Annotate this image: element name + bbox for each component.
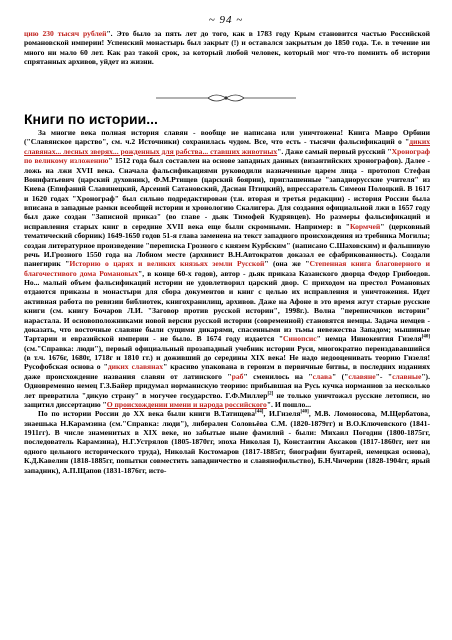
footnote-ref: [2]: [267, 390, 274, 396]
text-run: " сменилось на ": [243, 371, 313, 381]
highlight-text: Хронограф по великому изложению: [24, 146, 430, 166]
highlight-text: раб: [231, 371, 244, 381]
text-run: " красиво упакована в героизм в первичные битвы, в последних изданиях даже происхождение названия славян от латинского ": [24, 362, 431, 381]
text-run: " (": [331, 371, 349, 381]
highlight-text: славные: [392, 371, 422, 381]
text-run: " немца Иннокентия Гизеля: [316, 334, 422, 344]
text-run: За многие века полная история славян - вообще не написана или уничтожена! Книга Мавро Орбини ("Славянское царство", см. ч.2 Источники) сохранилась чудом. Все, что есть - тысячи фальсификаций о ": [24, 128, 430, 147]
highlight-text: слава: [312, 371, 332, 381]
section-heading: Книги по истории...: [24, 111, 158, 127]
highlight-text: славяне: [348, 371, 376, 381]
highlight-text: Степенная книга благоверного и благочестивого дома Романовых: [24, 259, 430, 278]
text-run: "). Одновременно немец Г.З.Байер придумал норманнскую теорию: прибывшая на Русь кучка норманнов за несколько лет превратила "дикую страну" в могучее государство. Г.Ф.Миллер: [24, 371, 430, 400]
main-paragraph: [24, 128, 430, 475]
intro-paragraph: [24, 29, 430, 67]
text-run: По по истории России до XX века были книги В.Татищева: [38, 409, 256, 419]
text-run: ". И пошло...: [266, 399, 311, 409]
text-run: "- ": [375, 371, 393, 381]
text-run: " (она же ": [264, 259, 310, 269]
text-run: (см."Справка: люди"), первый официальный прозападный учебник истории Руси, многократно переиздававшийся (в т.ч. 1676г, 1680г, 1718г и 1810 гг.) и доживший до середины XIX века! Не надо недооценивать теорию Гизеля! Русофобская основа о ": [24, 343, 430, 372]
decorative-divider-icon: [156, 91, 296, 105]
text-run: ". Даже самый первый русский ": [277, 146, 392, 156]
text-run: не только уничтожал русские летописи, но защитил диссертацию ": [24, 390, 431, 409]
footnote-ref: [40]: [421, 334, 431, 340]
text-run: " (церковный тематический сборник) 1649-1650 годов 51-я глава заменена на текст западного происхождения из требника Могилы; создан литературное произведение "переписка Грозного с князем Курбским" (написано С.Шаховским) и фальшивую речь И.Грозного 1550 года на Лобном месте (архивист В.Н.Автократов доказал ее сфабрикованность). Создали панегирик ": [24, 221, 430, 269]
footnote-ref: [44]: [255, 409, 264, 415]
highlight-text: Кормчей: [349, 221, 381, 231]
text-run: , И.Гизеля: [263, 409, 301, 419]
footnote-ref: [40]: [300, 409, 309, 415]
intro-red-text: цию 230 тысяч рублей: [24, 29, 107, 38]
highlight-text: диких славянах... лесных зверях... рожденных для рабства... ставших животных: [24, 137, 430, 156]
page-number: ~ 94 ~: [208, 14, 244, 26]
text-run: " 1512 года был составлен на основе западных данных (византийских хронографов). Далее - ложь на лжи XVII века. Сначала фальсификациями руководили назначенные царем лица - протопоп Стефан Вонифатьевич (царский духовник), Ф.М.Ртищев (царский боярин), приглашенные "западнорусские учителя" из Киева (Епифаний Славинецкий, Арсений Сатановский, Дасиан Птицкий), впрессаратель Симеон Полоцкий. В 1617 и 1620 годах "Хронограф" был сильно подредактирован (т.н. вторая и третья редакции) - история России была вписана в западные рамки всеобщей истории и хронологию Скалигера. Для создания официальной лжи в 1657 году был даже создан "Записной приказ" (во главе - дьяк Тимофей Кудрявцев). Но размеры фальсификаций и исправления старых книг в середине XVII века еще были скромными. Например: в ": [24, 156, 430, 231]
highlight-text: диких славянах: [107, 362, 164, 372]
intro-text: ". Это было за пять лет до того, как в 1783 году Крым становится частью Российской романовской империи! Успенский монастырь был закрыт (!) и оставался закрытым до 1850 года. Т.е. в течение ни много ни мало 60 лет. Как раз такой срок, за который любой человек, который мог что-то помнить об истории спрятанных архивов, уйдет из жизни.: [24, 29, 430, 67]
highlight-text: Синопсис: [283, 334, 317, 344]
text-run: , М.В. Ломоносова, М.Щербатова, знаешька Н.Карамзина (см."Справка: люди"), либерален Соловьёва С.М. (1820-1879гг) и В.О.Ключевского (1841-1911гг). В числе знаменитых в XIX веке, но забытые ныне фамилий - были: Михаил Погодин (1800-1875гг, последователь Карамзина), Н.Г.Устрялов (1805-1870гг, эпоха Николая I), Константин Аксаков (1817-1860гг, нет ни одного цельного исторического труда), Николай Костомаров (1817-1885гг, биографии бунтарей, немецкая основа), К.Д.Кавелин (1818-1885гг, попытки совместить западничество и славянофильство), Б.Н.Чичерин (1828-1904гг, ярый западник), А.П.Щапов (1831-1876гг, исто-: [24, 409, 431, 475]
highlight-text: О происхождении имени и народа российского: [106, 399, 267, 409]
text-run: ", в конце 60-х годов), автор - дьяк приказа Казанского дворца Федор Грибоедов. Но... малый объем фальсификаций истории не удовлетворил царский двор. С приходом на престол Романовых отдаются приказы в монастыри для сбора документов и книг с целью их исправления и уничтожения. Идет активная работа по ревизии библиотек, книгохранилищ, архивов. Даже на Афоне в это время жгут старые русские книги (см. книгу Бочаров Л.И. "Заговор против русской истории", 1998г.). Волна "переписчиков истории" нарастала. И основоположниками новой версии русской истории (современной) становятся немцы. Задача немцев - доказать, что восточные славяне были сущими дикарями, спасенными из тьмы невежества Западом; мышиные Тартарии и евразийской империи - не было. В 1674 году издается ": [24, 268, 431, 344]
highlight-text: Историю о царях и великих князьях земли Русской: [69, 259, 265, 269]
